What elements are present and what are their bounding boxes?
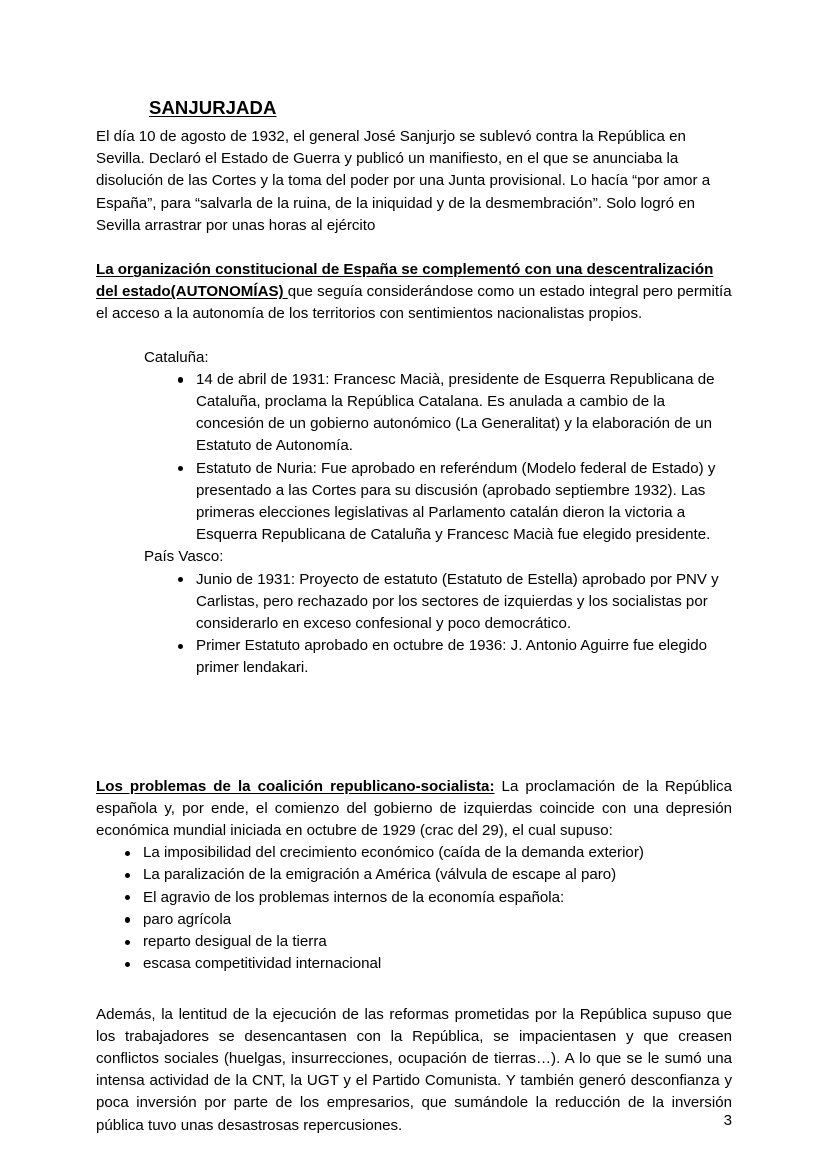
list-cataluna — [96, 369, 732, 547]
region-label-cataluna: Cataluña: — [144, 348, 209, 366]
region-label-pais-vasco: País Vasco: — [144, 548, 224, 566]
list-item: paro agrícola — [96, 909, 732, 931]
list-item: Estatuto de Nuria: Fue aprobado en referéndum (Modelo federal de Estado) y presentado a las Cortes para su discusión (aprobado septiembre 1932). Las primeras elecciones legislativas al Parlamento catalán dieron la victoria a Esquerra Republicana de Cataluña y Francesc Macià fue elegido presidente. — [96, 458, 732, 547]
list-pais-vasco — [96, 569, 732, 680]
paragraph-closing: Además, la lentitud de la ejecución de las reformas prometidas por la República supuso que los trabajadores se desencantasen con la República, se impacientasen y que creasen conflictos sociales (huelgas, insurrecciones, ocupación de tierras…). A lo que se le sumó una intensa actividad de la CNT, la UGT y el Partido Comunista. Y también generó desconfianza y poca inversión por parte de los empresarios, que sumándole la reducción de la inversión pública tuvo unas desastrosas repercusiones. — [96, 1005, 732, 1134]
paragraph-problemas — [96, 776, 732, 843]
autonomias-lead-text: La organización constitucional de España se complementó con una descentralización del estado(AUTONOMÍAS) — [96, 261, 714, 301]
list-item: Primer Estatuto aprobado en octubre de 1936: J. Antonio Aguirre fue elegido primer lendakari. — [96, 635, 732, 679]
list-problemas — [96, 842, 732, 975]
list-item: La imposibilidad del crecimiento económico (caída de la demanda exterior) — [96, 842, 732, 864]
problemas-lead-text: Los problemas de la coalición republicano-socialista: — [96, 777, 495, 795]
problemas-body-text: La proclamación de la República española y, por ende, el comienzo del gobierno de izquierdas coincide con una depresión económica mundial iniciada en octubre de 1929 (crac del 29), el cual supuso: — [96, 777, 732, 840]
list-item: 14 de abril de 1931: Francesc Macià, presidente de Esquerra Republicana de Cataluña, proclama la República Catalana. Es anulada a cambio de la concesión de un gobierno autonómico (La Generalitat) y la elaboración de un Estatuto de Autonomía. — [96, 369, 732, 458]
list-item: El agravio de los problemas internos de la economía española: — [96, 887, 732, 909]
list-item: La paralización de la emigración a América (válvula de escape al paro) — [96, 864, 732, 886]
list-item: reparto desigual de la tierra — [96, 931, 732, 953]
page-title: SANJURJADA — [149, 97, 277, 118]
paragraph-sanjurjada: El día 10 de agosto de 1932, el general José Sanjurjo se sublevó contra la República en Sevilla. Declaró el Estado de Guerra y publicó un manifiesto, en el que se anunciaba la disolución de las Cortes y la toma del poder por una Junta provisional. Lo hacía “por amor a España”, para “salvarla de la ruina, de la iniquidad y de la desmembración”. Solo logró en Sevilla arrastrar por unas horas al ejército — [96, 128, 711, 234]
paragraph-autonomias — [96, 259, 732, 326]
page-number: 3 — [723, 1112, 732, 1129]
autonomias-body-text: que seguía considerándose como un estado integral pero permitía el acceso a la autonomía de los territorios con sentimientos nacionalistas propios. — [96, 283, 732, 323]
list-item: Junio de 1931: Proyecto de estatuto (Estatuto de Estella) aprobado por PNV y Carlistas, pero rechazado por los sectores de izquierdas y los socialistas por considerarlo en exceso confesional y poco democrático. — [96, 569, 732, 636]
list-item: escasa competitividad internacional — [96, 953, 732, 975]
document-body — [96, 96, 732, 1137]
